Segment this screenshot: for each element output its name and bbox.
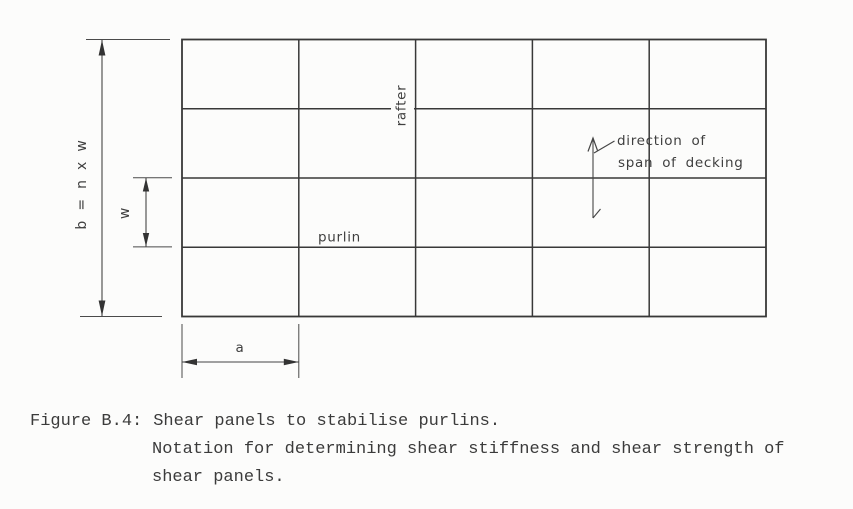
arrowhead-left-icon	[182, 359, 197, 365]
dimension-overall-height-label: b = n x w	[74, 138, 90, 230]
arrowhead-down-icon	[99, 301, 106, 317]
caption-text-1: Shear panels to stabilise purlins.	[153, 412, 501, 431]
arrowhead-right-icon	[284, 359, 299, 365]
dimension-panel-height-label: w	[117, 205, 133, 220]
figure-number: Figure B.4:	[30, 412, 143, 431]
purlin-label: purlin	[318, 229, 361, 246]
decking-direction-label-line2: span of decking	[618, 155, 744, 171]
dimension-panel-width-label: a	[235, 340, 245, 356]
rafter-label: rafter	[393, 84, 410, 127]
dimension-panel-height	[117, 178, 172, 247]
arrowhead-down-icon	[143, 233, 149, 247]
decking-direction-label-line1: direction of	[617, 133, 706, 149]
caption-line-2: Notation for determining shear stiffness and shear strength of	[152, 440, 785, 459]
arrowhead-up-icon	[99, 40, 106, 56]
arrowhead-up-icon	[143, 178, 149, 192]
caption-line-1	[30, 408, 785, 436]
caption-line-3: shear panels.	[152, 468, 285, 487]
grid-interior-lines	[182, 40, 766, 317]
figure-caption	[30, 408, 785, 492]
dimension-panel-width	[182, 324, 299, 378]
leader-line	[594, 141, 615, 153]
arrowhead-down-tick	[593, 209, 601, 218]
